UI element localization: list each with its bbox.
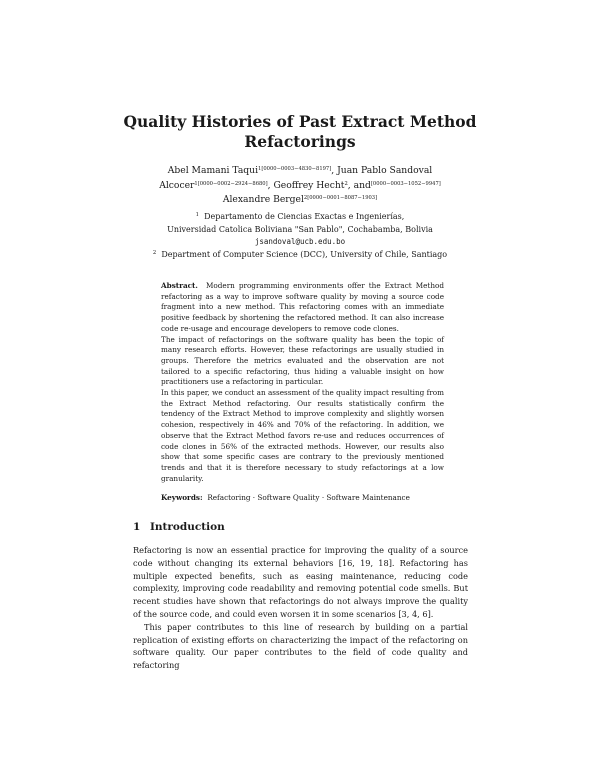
author-sup: [0000−0003−1052−9947] [370, 180, 441, 187]
body-paragraph-2: This paper contributes to this line of research by building on a partial replication of existing efforts on characterizing the impact of the refactoring on software quality. Our paper contributes to the field of code quality and refactoring [133, 621, 468, 671]
author-name: , Geoffrey Hecht [267, 179, 345, 191]
keywords [161, 493, 451, 504]
abstract-paragraph-1: Abstract. Modern programming environments offer the Extract Method refactoring as a way to improve software quality by moving a source code fragment into a new method. This refactoring comes with an immediate positive feedback by shortening the refactored method. It can also increase code re-usage and encourage developers to remove code clones. [161, 281, 445, 333]
author-sup: 1[0000−0002−2924−8680] [194, 180, 268, 187]
author-list [100, 164, 500, 208]
author-connector: , and [347, 179, 371, 191]
abstract [161, 281, 444, 484]
keywords-label: Keywords: [161, 493, 203, 502]
affiliation-number: 1 [195, 212, 199, 218]
author-sup: 1[0000−0003−4830−8197] [258, 166, 332, 172]
author-name: , Juan Pablo Sandoval [331, 165, 433, 176]
author-line-1 [100, 164, 500, 179]
author-name: Abel Mamani Taqui [167, 165, 259, 176]
affiliation-1-line-2: Universidad Catolica Boliviana "San Pablo", Cochabamba, Bolivia [167, 224, 433, 234]
affiliation-2-line-1: $^2$ Department of Computer Science (DCC), University of Chile, Santiago [152, 249, 448, 259]
section-title: Introduction [150, 521, 225, 533]
abstract-paragraph-2: The impact of refactorings on the software quality has been the topic of many research efforts. However, these refactorings are usually studied in groups. Therefore the metrics evaluated and the observation are not tailored to a specific refactoring, thus hiding a valuable insight on how practitioners use a refactoring in particular. [161, 334, 444, 387]
affiliation-email: jsandoval@ucb.edu.bo [254, 237, 346, 246]
body-paragraph-1: Refactoring is now an essential practice for improving the quality of a source code without changing its external behaviors [16, 19, 18]. Refactoring has multiple expected benefits, such as easing maintenance, reducing code complexity, improving code readability and removing potential code smells. But recent studies have shown that refactorings do not always improve the quality of the source code, and could even worsen it in some scenarios [3, 4, 6]. [133, 545, 468, 619]
affiliation-1-line-1: $^1$ Departamento de Ciencias Exactas e Ingenierías, [195, 212, 405, 221]
keywords-text: Refactoring · Software Quality · Software Maintenance [207, 493, 410, 502]
author-name: Alcocer [159, 179, 195, 191]
author-line-2 [100, 179, 500, 194]
section-body [133, 544, 468, 672]
title-line-2: Refactorings [244, 132, 356, 151]
author-sup: 2 [344, 180, 348, 187]
author-name: Alexandre Bergel [222, 194, 304, 205]
section-number: 1 [133, 521, 141, 533]
author-line-3 [100, 193, 500, 208]
section-heading [133, 521, 225, 533]
affiliations [130, 211, 470, 261]
affiliation-number: 2 [152, 249, 157, 256]
author-sup: 2[0000−0001−8087−1903] [303, 195, 378, 201]
title-line-1: Quality Histories of Past Extract Method [123, 112, 477, 131]
abstract-label: Abstract. [161, 281, 198, 290]
abstract-paragraph-3: In this paper, we conduct an assessment of the quality impact resulting from the Extract Method refactoring. Our results statistically confirm the tendency of the Extract Method to improve complexity and slightly worsen cohesion, respectively in 46% and 70% of the refactoring. In addition, we observe that the Extract Method favors re-use and reduces occurrences of code clones in 56% of the extracted methods. However, our results also show that some specific cases are contrary to the previously mentioned trends and that it is therefore necessary to study refactorings at a low granularity. [161, 388, 444, 483]
paper-title [0, 112, 600, 152]
